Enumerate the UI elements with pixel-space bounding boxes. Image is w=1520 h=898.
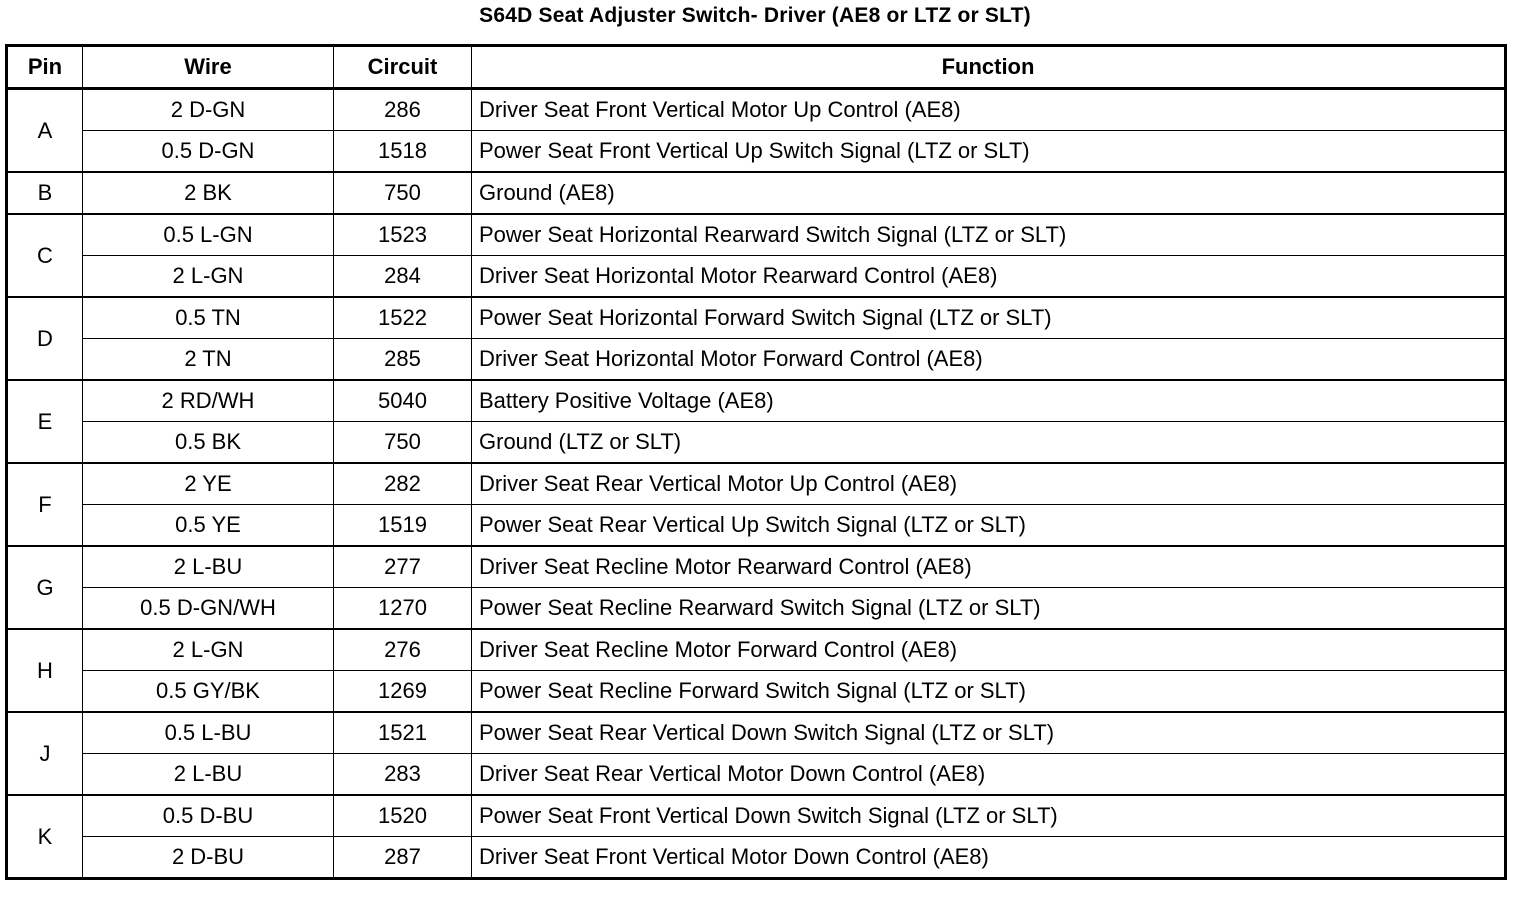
circuit-cell: 283 (334, 754, 472, 796)
pin-cell: A (7, 89, 83, 173)
table-row (7, 297, 1506, 339)
table-row (7, 256, 1506, 298)
pin-cell: D (7, 297, 83, 380)
pin-cell: F (7, 463, 83, 546)
wire-cell: 0.5 L-BU (83, 712, 334, 754)
circuit-cell: 277 (334, 546, 472, 588)
circuit-cell: 1521 (334, 712, 472, 754)
header-wire: Wire (83, 46, 334, 89)
pin-cell: E (7, 380, 83, 463)
table-row (7, 754, 1506, 796)
pin-cell: C (7, 214, 83, 297)
table-row (7, 463, 1506, 505)
document-title: S64D Seat Adjuster Switch- Driver (AE8 or LTZ or SLT) (479, 4, 1031, 27)
wire-cell: 2 L-BU (83, 546, 334, 588)
wire-cell: 2 BK (83, 172, 334, 214)
wire-cell: 0.5 D-GN/WH (83, 588, 334, 630)
table-row (7, 795, 1506, 837)
function-cell: Ground (AE8) (472, 172, 1506, 214)
function-cell: Power Seat Horizontal Rearward Switch Signal (LTZ or SLT) (472, 214, 1506, 256)
circuit-cell: 284 (334, 256, 472, 298)
table-row (7, 131, 1506, 173)
pin-cell: J (7, 712, 83, 795)
wire-cell: 0.5 L-GN (83, 214, 334, 256)
pin-cell: B (7, 172, 83, 214)
table-row (7, 505, 1506, 547)
table-row (7, 837, 1506, 879)
circuit-cell: 750 (334, 172, 472, 214)
function-cell: Power Seat Front Vertical Down Switch Signal (LTZ or SLT) (472, 795, 1506, 837)
table-row (7, 339, 1506, 381)
circuit-cell: 5040 (334, 380, 472, 422)
table-row (7, 214, 1506, 256)
circuit-cell: 1519 (334, 505, 472, 547)
table-row (7, 546, 1506, 588)
wire-cell: 2 L-GN (83, 256, 334, 298)
circuit-cell: 1520 (334, 795, 472, 837)
wire-cell: 0.5 TN (83, 297, 334, 339)
circuit-cell: 285 (334, 339, 472, 381)
wire-cell: 0.5 D-GN (83, 131, 334, 173)
circuit-cell: 282 (334, 463, 472, 505)
wire-cell: 2 RD/WH (83, 380, 334, 422)
wire-cell: 2 L-GN (83, 629, 334, 671)
header-pin: Pin (7, 46, 83, 89)
function-cell: Battery Positive Voltage (AE8) (472, 380, 1506, 422)
circuit-cell: 286 (334, 89, 472, 131)
table-row (7, 712, 1506, 754)
circuit-cell: 1270 (334, 588, 472, 630)
header-function: Function (472, 46, 1506, 89)
function-cell: Power Seat Horizontal Forward Switch Signal (LTZ or SLT) (472, 297, 1506, 339)
wire-cell: 0.5 BK (83, 422, 334, 464)
wire-cell: 2 YE (83, 463, 334, 505)
circuit-cell: 1523 (334, 214, 472, 256)
pin-cell: H (7, 629, 83, 712)
wire-cell: 0.5 D-BU (83, 795, 334, 837)
pin-cell: K (7, 795, 83, 879)
table-row (7, 422, 1506, 464)
pinout-body (7, 89, 1506, 879)
function-cell: Ground (LTZ or SLT) (472, 422, 1506, 464)
circuit-cell: 1522 (334, 297, 472, 339)
circuit-cell: 276 (334, 629, 472, 671)
wire-cell: 2 D-GN (83, 89, 334, 131)
function-cell: Driver Seat Horizontal Motor Forward Control (AE8) (472, 339, 1506, 381)
function-cell: Driver Seat Rear Vertical Motor Up Control (AE8) (472, 463, 1506, 505)
wire-cell: 0.5 YE (83, 505, 334, 547)
function-cell: Power Seat Rear Vertical Down Switch Signal (LTZ or SLT) (472, 712, 1506, 754)
table-row (7, 89, 1506, 131)
wire-cell: 2 D-BU (83, 837, 334, 879)
circuit-cell: 287 (334, 837, 472, 879)
table-row (7, 629, 1506, 671)
table-row (7, 588, 1506, 630)
pin-cell: G (7, 546, 83, 629)
wire-cell: 2 L-BU (83, 754, 334, 796)
function-cell: Power Seat Rear Vertical Up Switch Signal (LTZ or SLT) (472, 505, 1506, 547)
table-row (7, 671, 1506, 713)
function-cell: Power Seat Recline Rearward Switch Signal (LTZ or SLT) (472, 588, 1506, 630)
function-cell: Driver Seat Rear Vertical Motor Down Control (AE8) (472, 754, 1506, 796)
header-row (7, 46, 1506, 89)
circuit-cell: 1269 (334, 671, 472, 713)
function-cell: Driver Seat Front Vertical Motor Down Control (AE8) (472, 837, 1506, 879)
function-cell: Driver Seat Horizontal Motor Rearward Control (AE8) (472, 256, 1506, 298)
pinout-table (5, 44, 1507, 880)
function-cell: Driver Seat Recline Motor Forward Control (AE8) (472, 629, 1506, 671)
wire-cell: 0.5 GY/BK (83, 671, 334, 713)
table-row (7, 380, 1506, 422)
function-cell: Driver Seat Recline Motor Rearward Control (AE8) (472, 546, 1506, 588)
function-cell: Power Seat Front Vertical Up Switch Signal (LTZ or SLT) (472, 131, 1506, 173)
circuit-cell: 1518 (334, 131, 472, 173)
function-cell: Power Seat Recline Forward Switch Signal (LTZ or SLT) (472, 671, 1506, 713)
circuit-cell: 750 (334, 422, 472, 464)
wire-cell: 2 TN (83, 339, 334, 381)
table-row (7, 172, 1506, 214)
header-circuit: Circuit (334, 46, 472, 89)
function-cell: Driver Seat Front Vertical Motor Up Control (AE8) (472, 89, 1506, 131)
